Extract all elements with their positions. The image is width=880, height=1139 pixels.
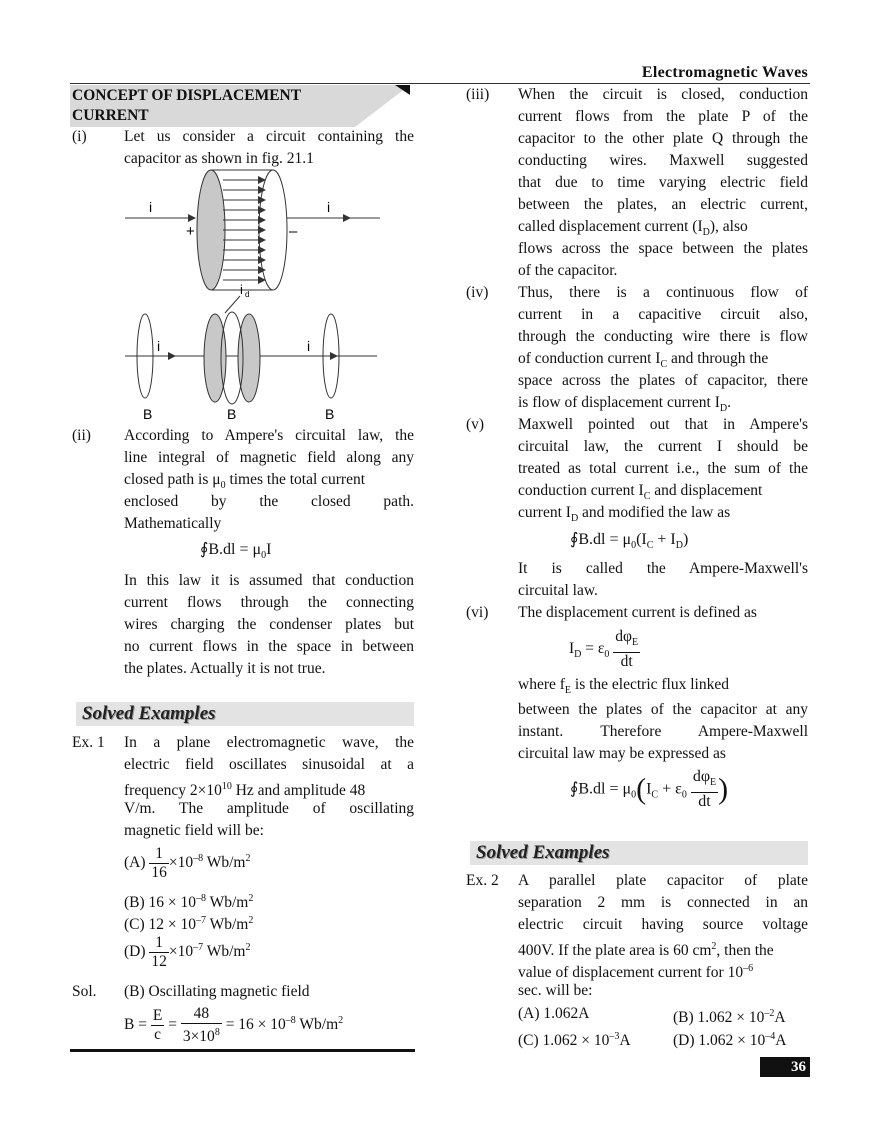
- item-i-line1: Let us consider a circuit containing the: [124, 128, 414, 145]
- item-iii-line5: that due to time varying electric field: [518, 174, 808, 191]
- item-iv-line6: is flow of displacement current $I_D$.: [518, 394, 731, 415]
- header-rule: [70, 83, 810, 84]
- item-ii-line1: According to Ampere's circuital law, the: [124, 427, 414, 444]
- title-corner-decoration: [355, 85, 410, 127]
- item-ii-number: (ii): [72, 427, 91, 444]
- item-ii-line5: Mathematically: [124, 515, 222, 532]
- fig2-label-B3: B: [325, 406, 335, 422]
- ex1-option-b: (B) $16 \times 10^{-8}$ $Wb/m^2$: [124, 893, 254, 912]
- item-iii-line3: capacitor to the other plate Q through the: [518, 130, 808, 147]
- where-line4: circuital law may be expressed as: [518, 745, 726, 762]
- item-i-number: (i): [72, 128, 87, 145]
- fig-label-minus: –: [289, 223, 298, 240]
- ex1-line1: In a plane electromagnetic wave, the: [124, 734, 414, 751]
- fig-label-i-left: i: [149, 199, 153, 215]
- ex2-number: Ex. 2: [466, 872, 499, 889]
- displacement-current-equation: $I_D = \varepsilon_0$ $\frac{d\varphi_E}{dt}$: [569, 628, 639, 671]
- ampere-maxwell-equation: ∮B.dl = $\mu_0(I_C + I_D)$: [570, 531, 689, 552]
- ex1-option-d: (D) $\frac{1}{12}$ $\times 10^{-7}$ $Wb/m^2$: [124, 934, 251, 970]
- ex1-number: Ex. 1: [72, 734, 105, 751]
- ex2-line1: A parallel plate capacitor of plate: [518, 872, 808, 889]
- fig2-label-B2: B: [227, 406, 237, 422]
- item-iv-line1: Thus, there is a continuous flow of: [518, 284, 808, 301]
- item-vi-number: (vi): [466, 604, 489, 621]
- left-bottom-rule: [70, 1049, 415, 1052]
- item-iii-line1: When the circuit is closed, conduction: [518, 86, 808, 103]
- ex1-line4: V/m. The amplitude of oscillating: [124, 800, 414, 817]
- item-v-number: (v): [466, 416, 485, 433]
- ex1-line2: electric field oscillates sinusoidal at a: [124, 756, 414, 773]
- fig-label-id-sub: d: [245, 290, 250, 299]
- item-v-line2: circuital law, the current I should be: [518, 438, 808, 455]
- item-i-line2: capacitor as shown in fig. 21.1: [124, 150, 314, 167]
- item-iii-line7: called displacement current $(I_D)$, also: [518, 218, 748, 239]
- para-line2: current flows through the connecting: [124, 594, 414, 611]
- fig-label-i-right: i: [327, 199, 331, 215]
- section-title-line1: CONCEPT OF DISPLACEMENT: [72, 87, 302, 104]
- item-ii-line4: enclosed by the closed path.: [124, 493, 414, 510]
- ex2-line6: sec. will be:: [518, 982, 593, 999]
- fig-label-plus: +: [186, 223, 195, 240]
- sol-equation: B = $\frac{E}{c}$ = $\frac{48}{3\times 10^8}$ = $16 \times 10^{-8}$ $Wb/m^2$: [124, 1005, 344, 1046]
- sol-label: Sol.: [72, 983, 97, 1000]
- item-iii-line8: flows across the space between the plates: [518, 240, 808, 257]
- item-iii-line4: conducting wires. Maxwell suggested: [518, 152, 808, 169]
- item-iii-line2: current flows from the plate P of the: [518, 108, 808, 125]
- ampere-law-equation: ∮B.dl = $\mu_0I$: [200, 541, 272, 562]
- item-vi-line1: The displacement current is defined as: [518, 604, 757, 621]
- sol-text: (B) Oscillating magnetic field: [124, 983, 310, 1000]
- section-title-box: [70, 85, 410, 127]
- section-title-line2: CURRENT: [72, 107, 149, 124]
- solved-examples-banner: [76, 702, 414, 726]
- item-iii-line9: of the capacitor.: [518, 262, 618, 279]
- ex1-line3: frequency $2\times 10^{10}$ Hz and amplitude 48: [124, 781, 366, 800]
- item-iv-number: (iv): [466, 284, 489, 301]
- item-iii-number: (iii): [466, 86, 490, 103]
- item-iv-line5: space across the plates of capacitor, there: [518, 372, 808, 389]
- ex1-option-a: (A) $\frac{1}{16}$ $\times 10^{-8}$ $Wb/m^2$: [124, 845, 251, 881]
- where-line2: between the plates of the capacitor at any: [518, 701, 808, 718]
- item-v-line4: conduction current $I_C$ and displacement: [518, 482, 763, 503]
- ex1-line5: magnetic field will be:: [124, 822, 264, 839]
- ex2-line2: separation 2 mm is connected in an: [518, 894, 808, 911]
- para-line5: the plates. Actually it is not true.: [124, 660, 326, 677]
- called-line1: It is called the Ampere-Maxwell's: [518, 560, 808, 577]
- para-line1: In this law it is assumed that conduction: [124, 572, 414, 589]
- para-line3: wires charging the condenser plates but: [124, 616, 414, 633]
- ex1-option-c: (C) $12 \times 10^{-7}$ $Wb/m^2$: [124, 915, 254, 934]
- where-line1: where $f_E$ is the electric flux linked: [518, 676, 729, 697]
- called-line2: circuital law.: [518, 582, 598, 599]
- fig2-label-B1: B: [143, 406, 153, 422]
- item-iv-line3: through the conducting wire there is flow: [518, 328, 808, 345]
- para-line4: no current flows in the space in between: [124, 638, 414, 655]
- solved-examples-title-2: Solved Examples: [476, 842, 610, 863]
- fig-label-id: i: [240, 282, 243, 297]
- ex2-option-b: (B) $1.062 \times 10^{-2}A$: [673, 1008, 786, 1027]
- ex2-line4: 400V. If the plate area is 60 $cm^2$, then the: [518, 941, 774, 960]
- fig2-label-i-right: i: [307, 338, 311, 354]
- item-iv-line4: of conduction current $I_C$ and through the: [518, 350, 769, 371]
- capacitor-figure: [115, 168, 415, 423]
- item-ii-line2: line integral of magnetic field along any: [124, 449, 414, 466]
- item-v-line3: treated as total current i.e., the sum of the: [518, 460, 808, 477]
- solved-examples-banner-2: [470, 841, 808, 865]
- item-ii-line3: closed path is $\mu_0$ times the total current: [124, 471, 366, 492]
- page-number: 36: [760, 1057, 810, 1077]
- where-line3: instant. Therefore Ampere-Maxwell: [518, 723, 808, 740]
- ex2-line5: value of displacement current for $10^{-6}$: [518, 963, 754, 982]
- ex2-line3: electric circuit having source voltage: [518, 916, 808, 933]
- running-header: Electromagnetic Waves: [641, 64, 808, 81]
- item-v-line5: current $I_D$ and modified the law as: [518, 504, 731, 525]
- item-iii-line6: between the plates, an electric current,: [518, 196, 808, 213]
- ampere-maxwell-flux-equation: ∮B.dl = $\mu_0(I_C + \varepsilon_0$ $\frac{d\varphi_E}{dt}$ ): [570, 768, 729, 811]
- item-v-line1: Maxwell pointed out that in Ampere's: [518, 416, 808, 433]
- solved-examples-title: Solved Examples: [82, 703, 216, 724]
- ex2-option-d: (D) $1.062 \times 10^{-4}A$: [673, 1031, 787, 1050]
- item-iv-line2: current in a capacitive circuit also,: [518, 306, 808, 323]
- ex2-option-c: (C) $1.062 \times 10^{-3}A$: [518, 1031, 631, 1050]
- fig2-label-i-left: i: [157, 338, 161, 354]
- ex2-option-a: (A) 1.062A: [518, 1005, 590, 1022]
